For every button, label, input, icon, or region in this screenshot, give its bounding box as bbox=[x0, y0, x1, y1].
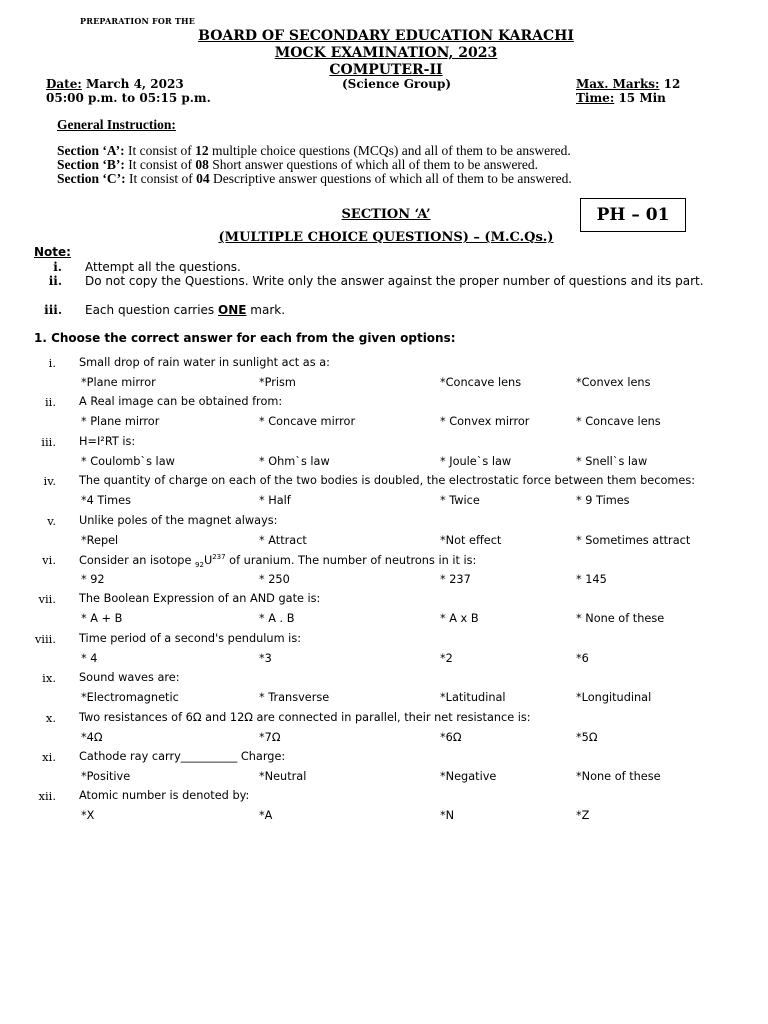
mcq-option: *5Ω bbox=[576, 731, 598, 744]
date-row bbox=[46, 77, 184, 91]
time-range: 05:00 p.m. to 05:15 p.m. bbox=[46, 91, 211, 105]
mcq-number: viii. bbox=[34, 632, 56, 646]
mcq-option: *4 Times bbox=[81, 494, 131, 507]
mcq-number: v. bbox=[47, 514, 56, 528]
mcq-option: * 145 bbox=[576, 573, 607, 586]
mcq-option: *Longitudinal bbox=[576, 691, 652, 704]
note-emphasis: ONE bbox=[218, 303, 247, 317]
mcq-option: * 237 bbox=[440, 573, 471, 586]
mcq-option: *X bbox=[81, 809, 95, 822]
mcq-option: * Twice bbox=[440, 494, 480, 507]
mcq-option: * Snell`s law bbox=[576, 455, 648, 468]
mcq-question-text: A Real image can be obtained from: bbox=[79, 395, 283, 408]
mcq-question-text: H=I²RT is: bbox=[79, 435, 136, 448]
mcq-question-text: Small drop of rain water in sunlight act as a: bbox=[79, 356, 330, 369]
mcq-number: vii. bbox=[38, 592, 56, 606]
mcq-number: x. bbox=[45, 711, 56, 725]
mcq-option: *Latitudinal bbox=[440, 691, 506, 704]
mcq-option: *Repel bbox=[81, 534, 119, 547]
instruction-count: 12 bbox=[195, 143, 209, 158]
mcq-option: * Coulomb`s law bbox=[81, 455, 175, 468]
mcq-option: *None of these bbox=[576, 770, 661, 783]
note-text-part: Each question carries bbox=[85, 303, 219, 317]
mcq-option: * A x B bbox=[440, 612, 479, 625]
mcq-question-text: Atomic number is denoted by: bbox=[79, 789, 250, 802]
mcq-option: *Z bbox=[576, 809, 590, 822]
mcq-number: ii. bbox=[44, 395, 56, 409]
prep-label: PREPARATION FOR THE bbox=[80, 16, 196, 26]
mcq-question-text: Cathode ray carry__________ Charge: bbox=[79, 750, 286, 763]
date-label: Date: bbox=[46, 77, 82, 91]
instruction-section-label: Section ‘A’: bbox=[57, 143, 125, 158]
mcq-option: *Negative bbox=[440, 770, 497, 783]
time-label: Time: bbox=[576, 91, 615, 105]
mcq-option: *Electromagnetic bbox=[81, 691, 179, 704]
mcq-option: * Concave lens bbox=[576, 415, 661, 428]
mcq-option: *N bbox=[440, 809, 455, 822]
mcq-option: * Concave mirror bbox=[259, 415, 356, 428]
mcq-number: iii. bbox=[41, 435, 56, 449]
mcq-option: *Convex lens bbox=[576, 376, 651, 389]
note-text: Do not copy the Questions. Write only the answer against the proper number of questions and its part. bbox=[85, 274, 704, 288]
mcq-option: *Neutral bbox=[259, 770, 307, 783]
note-number: ii. bbox=[48, 274, 62, 288]
mcq-option: *6 bbox=[576, 652, 589, 665]
group-label: (Science Group) bbox=[342, 77, 452, 91]
note-number: iii. bbox=[44, 303, 62, 317]
note-text: Attempt all the questions. bbox=[85, 260, 241, 274]
mcq-number: i. bbox=[48, 356, 56, 370]
mcq-option: *2 bbox=[440, 652, 453, 665]
mcq-number: iv. bbox=[43, 474, 56, 488]
mcq-option: *Plane mirror bbox=[81, 376, 156, 389]
time-row bbox=[576, 91, 666, 105]
mcq-question-text: Consider an isotope $_{92}U^{237}$ of uranium. The number of neutrons in it is: bbox=[79, 553, 477, 570]
marks-row bbox=[576, 77, 680, 91]
mcq-question-text: Time period of a second's pendulum is: bbox=[79, 632, 302, 645]
mcq-option: * 4 bbox=[81, 652, 98, 665]
mcq-option: *7Ω bbox=[259, 731, 281, 744]
instruction-text: It consist of bbox=[125, 171, 197, 186]
mcq-option: * None of these bbox=[576, 612, 665, 625]
note-text-part: mark. bbox=[246, 303, 286, 317]
mcq-option: *A bbox=[259, 809, 273, 822]
mcq-number: xi. bbox=[42, 750, 56, 764]
mcq-option: *Not effect bbox=[440, 534, 502, 547]
instruction-section-label: Section ‘B’: bbox=[57, 157, 125, 172]
instruction-text: It consist of bbox=[124, 143, 196, 158]
time-value: 15 Min bbox=[618, 91, 666, 105]
mcq-option: * A + B bbox=[81, 612, 123, 625]
date-value: March 4, 2023 bbox=[85, 77, 184, 91]
mcq-option: *6Ω bbox=[440, 731, 462, 744]
subject-title: COMPUTER-II bbox=[329, 62, 443, 78]
mcq-option: * Joule`s law bbox=[440, 455, 512, 468]
instructions-title: General Instruction: bbox=[57, 117, 176, 132]
mcq-question-text: Sound waves are: bbox=[79, 671, 180, 684]
question-heading: 1. Choose the correct answer for each from the given options: bbox=[34, 331, 456, 345]
exam-title: MOCK EXAMINATION, 2023 bbox=[274, 45, 498, 61]
mcq-option: * Half bbox=[259, 494, 291, 507]
mcq-option: * Ohm`s law bbox=[259, 455, 330, 468]
paper-code-box: PH – 01 bbox=[580, 198, 686, 232]
mcq-option: * Attract bbox=[259, 534, 307, 547]
instruction-count: 08 bbox=[195, 157, 209, 172]
mcq-option: * 9 Times bbox=[576, 494, 630, 507]
instruction-line bbox=[57, 171, 572, 187]
mcq-number: vi. bbox=[42, 553, 56, 567]
mcq-option: * Convex mirror bbox=[440, 415, 530, 428]
mcq-option: * A . B bbox=[259, 612, 295, 625]
instruction-section-label: Section ‘C’: bbox=[57, 171, 126, 186]
mcq-question-text: The quantity of charge on each of the two bodies is doubled, the electrostatic force between them becomes: bbox=[79, 474, 696, 487]
mcq-option: *Prism bbox=[259, 376, 296, 389]
mcq-question-text: The Boolean Expression of an AND gate is: bbox=[79, 592, 321, 605]
mcq-option: *3 bbox=[259, 652, 272, 665]
instruction-text: multiple choice questions (MCQs) and all of them to be answered. bbox=[208, 143, 571, 158]
mcq-option: * 250 bbox=[259, 573, 290, 586]
section-title: SECTION ‘A’ bbox=[341, 207, 431, 222]
note-number: i. bbox=[53, 260, 62, 274]
board-title: BOARD OF SECONDARY EDUCATION KARACHI bbox=[198, 28, 574, 44]
mcq-question-text: Two resistances of 6Ω and 12Ω are connected in parallel, their net resistance is: bbox=[79, 711, 531, 724]
marks-value: 12 bbox=[663, 77, 681, 91]
instruction-text: It consist of bbox=[124, 157, 196, 172]
mcq-option: * Sometimes attract bbox=[576, 534, 691, 547]
mcq-question-text: Unlike poles of the magnet always: bbox=[79, 514, 278, 527]
mcq-number: ix. bbox=[42, 671, 56, 685]
mcq-option: *4Ω bbox=[81, 731, 103, 744]
mcq-option: *Positive bbox=[81, 770, 131, 783]
mcq-option: * 92 bbox=[81, 573, 105, 586]
instruction-text: Descriptive answer questions of which all of them to be answered. bbox=[209, 171, 572, 186]
mcq-option: * Plane mirror bbox=[81, 415, 160, 428]
instruction-text: Short answer questions of which all of them to be answered. bbox=[208, 157, 539, 172]
mcq-option: *Concave lens bbox=[440, 376, 522, 389]
instruction-count: 04 bbox=[196, 171, 210, 186]
section-subtitle: (MULTIPLE CHOICE QUESTIONS) – (M.C.Qs.) bbox=[218, 230, 554, 245]
note-text bbox=[85, 303, 725, 317]
marks-label: Max. Marks: bbox=[576, 77, 660, 91]
note-label: Note: bbox=[34, 245, 71, 259]
mcq-option: * Transverse bbox=[259, 691, 330, 704]
mcq-number: xii. bbox=[38, 789, 56, 803]
